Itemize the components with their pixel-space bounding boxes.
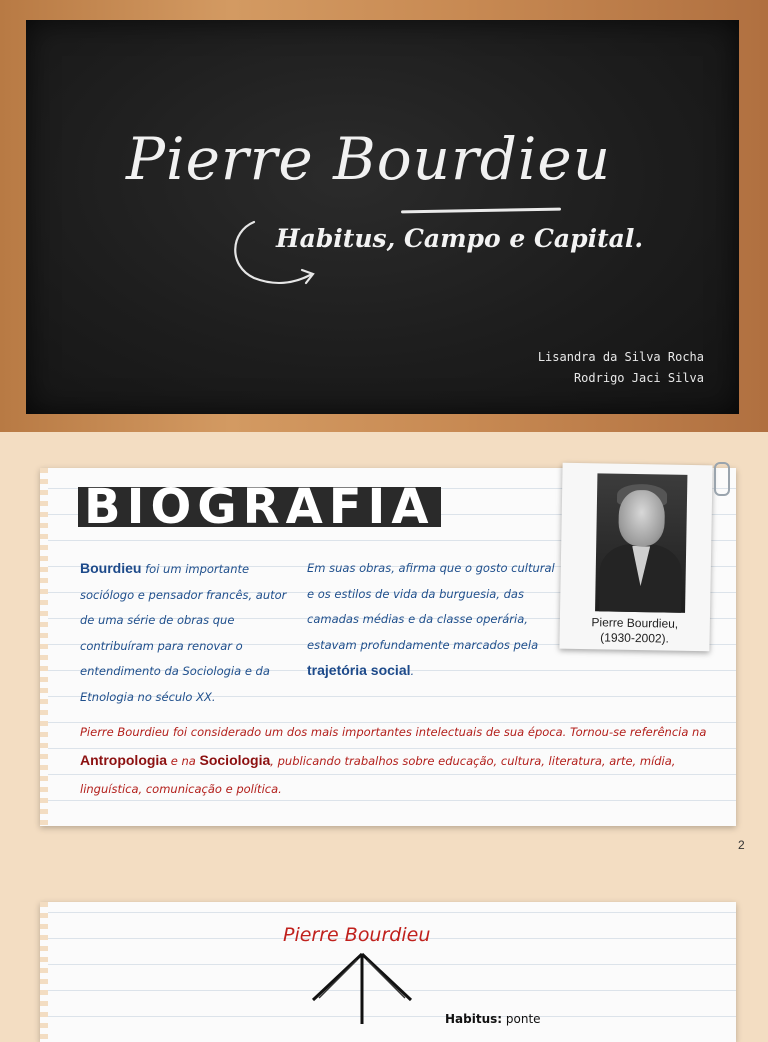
summary-text: , publicando trabalhos sobre educação, cultura, literatura, arte, mídia, linguística, comunicação e política. — [80, 754, 676, 796]
slide-title: Pierre Bourdieu — [283, 924, 431, 946]
summary-text: e na — [167, 754, 200, 768]
habitus-label: Habitus: — [445, 1012, 503, 1026]
bio-column-1 — [80, 556, 295, 710]
authors — [538, 347, 704, 389]
slide-subtitle: Habitus, Campo e Capital. — [276, 224, 644, 253]
bio-summary — [80, 718, 720, 803]
author-name: Rodrigo Jaci Silva — [573, 371, 704, 385]
habitus-rest: ponte — [502, 1012, 541, 1026]
highlight-sociologia: Sociologia — [199, 752, 271, 768]
highlight-antropologia: Antropologia — [80, 752, 168, 768]
portrait-photo — [595, 473, 687, 613]
torn-edge — [40, 468, 48, 826]
highlight-bourdieu: Bourdieu — [80, 560, 142, 576]
paperclip-icon — [714, 462, 730, 496]
author-name: Lisandra da Silva Rocha — [537, 350, 704, 364]
photo-caption — [559, 615, 710, 648]
bio-text: Em suas obras, afirma que o gosto cultural e os estilos de vida da burguesia, das camadas médias e da classe operária, estavam profundamente marcados pela — [307, 561, 555, 652]
chalkboard — [26, 20, 739, 414]
caption-line: Pierre Bourdieu, — [591, 615, 679, 631]
summary-text: Pierre Bourdieu foi considerado um dos mais importantes intelectuais de sua época. Tornou-se referência na — [80, 725, 707, 739]
bio-text-end: . — [410, 664, 415, 678]
bio-text: foi um importante sociólogo e pensador francês, autor de uma série de obras que contribuíram para renovar o entendimento da Sociologia e da Etnologia no século XX. — [80, 562, 287, 704]
section-heading: BIOGRAFIA — [78, 487, 441, 527]
torn-edge — [40, 902, 48, 1042]
concept-slide — [0, 866, 768, 1024]
bio-column-2 — [307, 556, 557, 685]
scribble-arrow-icon — [305, 952, 420, 1024]
highlight-trajetoria: trajetória social — [307, 662, 411, 678]
portrait-card — [559, 463, 712, 652]
title-slide — [0, 0, 768, 432]
slide-title: Pierre Bourdieu — [126, 125, 612, 193]
page-number: 2 — [738, 838, 745, 852]
biography-slide — [0, 432, 768, 864]
title-underline — [401, 208, 561, 214]
caption-line: (1930-2002). — [600, 630, 670, 646]
